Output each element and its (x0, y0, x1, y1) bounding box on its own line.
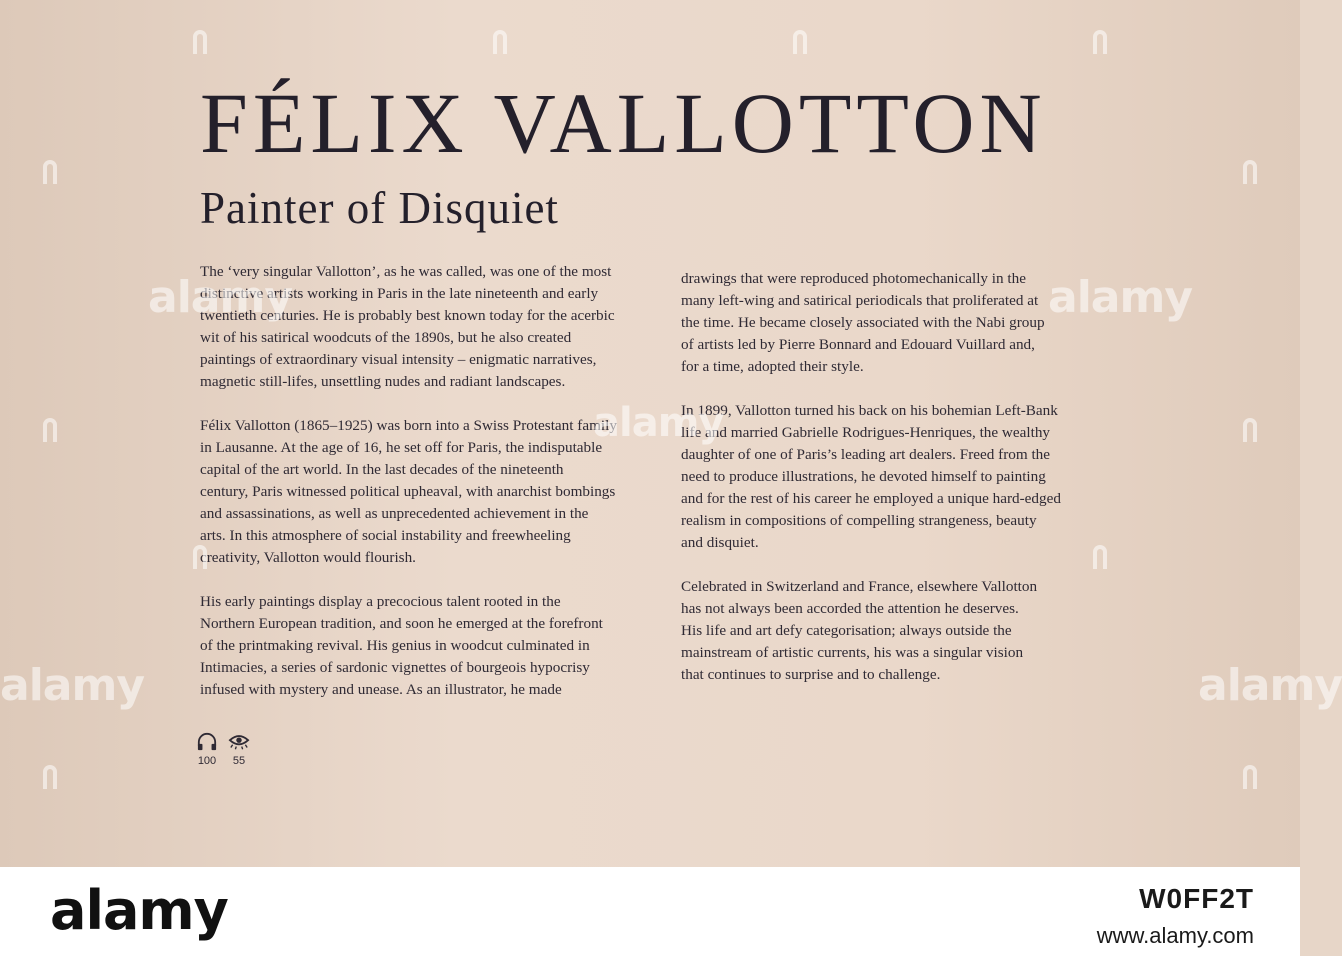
accessibility-icons (194, 732, 252, 767)
paragraph: The ‘very singular Vallotton’, as he was called, was one of the most distinctive artists working in Paris in the late nineteenth and early twentieth centuries. He is probably best known today for the acerbic wit of his satirical woodcuts of the 1890s, but he also created paintings of extraordinary visual intensity – enigmatic narratives, magnetic still-lifes, unsettling nudes and radiant landscapes. (200, 263, 615, 390)
visual-guide (226, 732, 252, 767)
visual-number: 55 (232, 755, 246, 767)
audio-guide (194, 732, 220, 767)
exhibition-subtitle: Painter of Disquiet (200, 183, 559, 233)
image-id: W0FF2T (1139, 883, 1254, 914)
watermark-footer (0, 867, 1300, 956)
text-column-left (200, 261, 670, 723)
paragraph: Celebrated in Switzerland and France, elsewhere Vallotton has not always been accorded the attention he deserves. His life and art defy categorisation; always outside the mainstream of artistic currents, his was a singular vision that continues to surprise and to challenge. (681, 578, 1038, 683)
watermark-logo: alamy (148, 272, 292, 323)
paragraph: In 1899, Vallotton turned his back on his bohemian Left-Bank life and married Gabrielle Rodrigues-Henriques, the wealthy daughter of one of Paris’s leading art dealers. Freed from the need to produce illustrations, he devoted himself to painting and for the rest of his career he employed a unique hard-edged realism in compositions of compelling strangeness, beauty and disquiet. (681, 402, 1061, 551)
audio-number: 100 (197, 755, 217, 767)
alamy-logo: alamy (50, 879, 228, 942)
site-url: www.alamy.com (1096, 923, 1254, 948)
watermark-logo: alamy (593, 400, 724, 446)
watermark-logo: alamy (1198, 660, 1342, 711)
watermark-logo: alamy (1048, 272, 1192, 323)
headphones-icon (196, 732, 218, 755)
watermark-logo: alamy (0, 660, 144, 711)
image-meta (1097, 883, 1254, 949)
paragraph: His early paintings display a precocious talent rooted in the Northern European tradition, and soon he emerged at the forefront of the printmaking revival. His genius in woodcut culminated in Intimacies, a series of sardonic vignettes of bourgeois hypocrisy infused with mystery and unease. As an illustrator, he made (200, 593, 603, 698)
paragraph: drawings that were reproduced photomechanically in the many left-wing and satirical periodicals that proliferated at the time. He became closely associated with the Nabi group of artists led by Pierre Bonnard and Edouard Vuillard and, for a time, adopted their style. (681, 270, 1045, 375)
text-column-right (681, 268, 1151, 708)
paragraph: Félix Vallotton (1865–1925) was born into a Swiss Protestant family in Lausanne. At the age of 16, he set off for Paris, the indisputable capital of the art world. In the last decades of the nineteenth century, Paris witnessed political upheaval, with anarchist bombings and assassinations, as well as unprecedented achievement in the arts. In this atmosphere of social instability and freewheeling creativity, Vallotton would flourish. (200, 417, 617, 566)
eye-icon (228, 732, 250, 755)
exhibition-title: FÉLIX VALLOTTON (200, 75, 1047, 171)
